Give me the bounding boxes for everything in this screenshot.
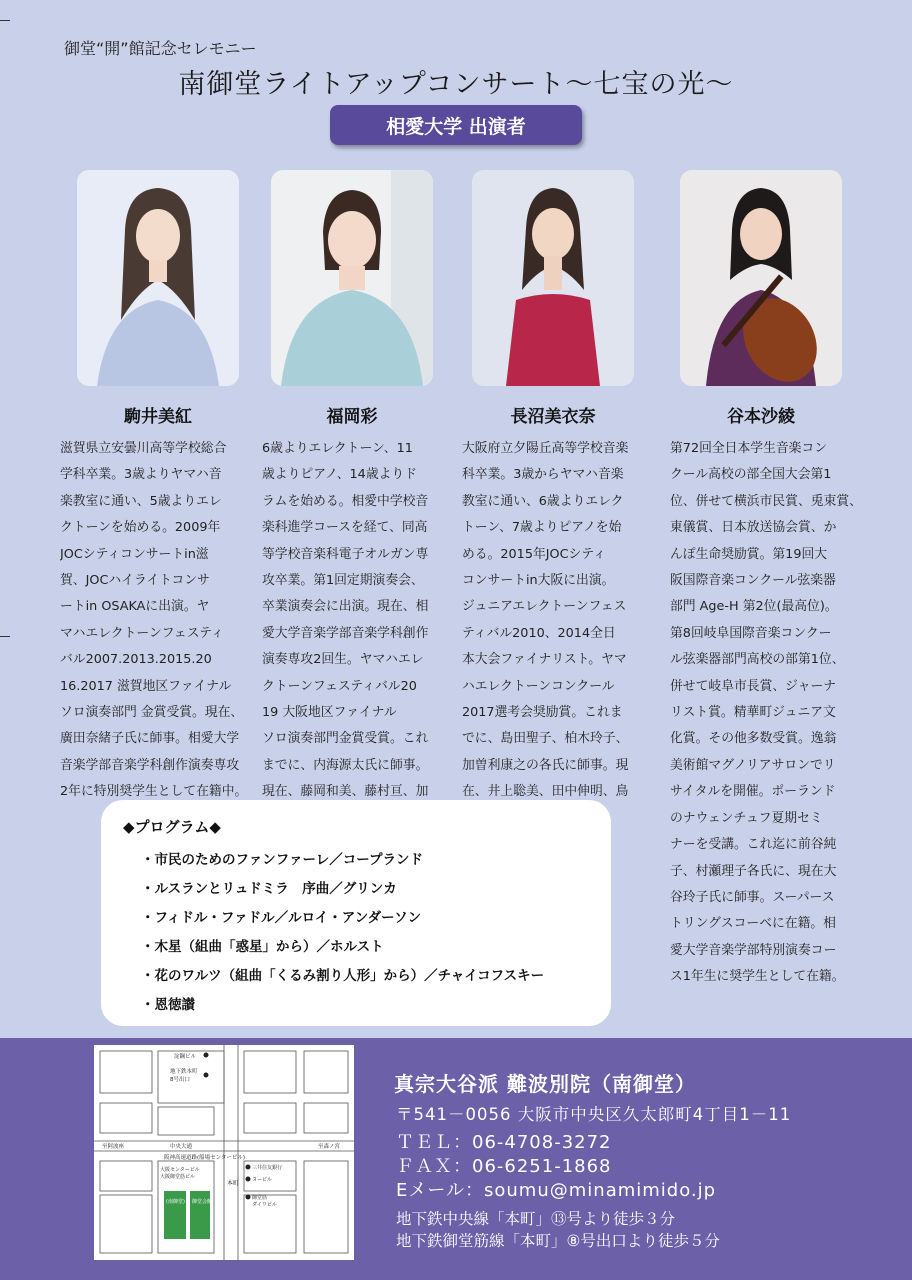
map-label: 御堂筋 — [252, 1195, 268, 1201]
map-label: 至阿波座 — [102, 1144, 125, 1150]
map-marker-icon — [204, 1073, 209, 1078]
map-marker-icon — [246, 1177, 251, 1182]
map-label: ダイワビル — [252, 1202, 277, 1208]
face — [136, 209, 180, 263]
program-box — [101, 800, 611, 1026]
map-label: (南御堂) — [166, 1199, 185, 1205]
program-item: ・恩徳讃 — [141, 997, 195, 1013]
face — [532, 208, 574, 260]
map-label: 8号出口 — [170, 1077, 190, 1083]
performer-bio-2: 6歳よりエレクトーン、11 歳よりピアノ、14歳よりド ラムを始める。相愛中学校音 楽科進学コースを経て、同高 等学校音楽科電子オルガン専 攻卒業。第1回定期演奏会、 卒業演奏会に出演。現在、相 愛大学音楽学部音楽学科創作 演奏専攻2回生。ヤマハエレ クトーンフェスティバル20 19 大阪地区ファイナル ソロ演奏部門金賞受賞。これ までに、内海源太氏に師事。 現在、藤岡和美、藤村亘、加 — [262, 441, 429, 800]
neck — [544, 256, 562, 290]
performer-bio-4: 第72回全日本学生音楽コン クール高校の部全国大会第1 位、併せて横浜市民賞、兎束賞、 東儀賞、日本放送協会賞、か んぽ生命奨励賞。第19回大 阪国際音楽コンクール弦楽器 部門 Age-H 第2位(最高位)。 第8回岐阜国際音楽コンクー ル弦楽器部門高校の部第1位、 併せて岐阜市長賞、ジャーナ リスト賞。精華町ジュニア文 化賞。その他多数受賞。逸翁 美術館マグノリアサロンでリ サイタルを開催。ポーランド のナウェンチュフ夏期セミ ナーを受講。これ迄に前谷純 子、村瀬理子各氏に、現在大 谷玲子氏に師事。スーパース トリングスコーベに在籍。相 愛大学音楽学部特別演奏コー ス1年生に奨学生として在籍。 — [670, 441, 862, 985]
address: 〒541－0056 大阪市中央区久太郎町4丁目1－11 — [396, 1105, 792, 1124]
map-marker-icon — [246, 1195, 251, 1200]
crop-mark — [0, 20, 10, 21]
program-item: ・木星（組曲「惑星」から）／ホルスト — [141, 939, 384, 955]
temple-name: 真宗大谷派 難波別院（南御堂） — [394, 1072, 696, 1096]
map-label: 至森ノ宮 — [318, 1144, 341, 1150]
map-label: 地下鉄本町 — [170, 1069, 198, 1075]
telephone: ＴＥＬ：06-4708-3272 — [396, 1132, 612, 1153]
map-marker-icon — [246, 1165, 251, 1170]
map-marker-icon — [204, 1053, 209, 1058]
event-title: 南御堂ライトアップコンサート～七宝の光～ — [178, 69, 734, 100]
program-item: ・市民のためのファンファーレ／コープランド — [141, 852, 424, 868]
event-subtitle: 御堂“開”館記念セレモニー — [64, 39, 257, 58]
crop-mark — [0, 636, 10, 637]
access-map — [94, 1045, 354, 1260]
access-directions-2: 地下鉄御堂筋線「本町」⑧号出口より徒歩５分 — [396, 1232, 720, 1250]
performers-badge: 相愛大学 出演者 — [330, 105, 582, 145]
program-item: ・フィドル・ファドル／ルロイ・アンダーソン — [141, 910, 422, 926]
performer-photo-2 — [271, 170, 433, 386]
performer-name-3: 長沼美衣奈 — [510, 407, 596, 427]
map-label: 阪神高速道路(船場センタービル) — [164, 1155, 246, 1161]
map-label: 御堂会館 — [192, 1199, 213, 1205]
neck — [149, 260, 167, 282]
performer-name-2: 福岡彩 — [326, 407, 378, 427]
map-label: 三井住友銀行 — [252, 1165, 283, 1171]
performer-photo-1 — [77, 170, 239, 386]
program-item: ・ルスランとリュドミラ 序曲／グリンカ — [141, 881, 397, 897]
neck — [339, 266, 365, 290]
email[interactable]: Eメール：soumu@minamimido.jp — [396, 1180, 717, 1201]
performer-bio-1: 滋賀県立安曇川高等学校総合 学科卒業。3歳よりヤマハ音 楽教室に通い、5歳よりエレ クトーンを始める。2009年 JOCシティコンサートin滋 賀、JOCハイライトコンサ ートin OSAKAに出演。ヤ マハエレクトーンフェスティ バル2007.2013.2015.20 16.2017 滋賀地区ファイナル ソロ演奏部門 金賞受賞。現在、 廣田奈緒子氏に師事。相愛大学 音楽学部音楽学科創作演奏専攻 2年に特別奨学生として在籍中。 — [60, 441, 248, 800]
performer-name-4: 谷本沙綾 — [727, 407, 795, 427]
performer-photo-4 — [680, 170, 842, 386]
map-label: ヌービル — [252, 1177, 273, 1183]
dress — [506, 294, 600, 386]
access-directions-1: 地下鉄中央線「本町」⑬号より徒歩３分 — [396, 1210, 676, 1228]
map-label: 本町 — [227, 1180, 240, 1187]
program-item: ・花のワルツ（組曲「くるみ割り人形」から）／チャイコフスキー — [141, 968, 545, 984]
map-label: 中央大通 — [170, 1144, 193, 1150]
performer-bio-3: 大阪府立夕陽丘高等学校音楽 科卒業。3歳からヤマハ音楽 教室に通い、6歳よりエレク トーン、7歳よりピアノを始 める。2015年JOCシティ コンサートin大阪に出演。 ジュニアエレクトーンフェス ティバル2010、2014全日 本大会ファイナリスト。ヤマ ハエレクトーンコンクール 2017選考会奨励賞。これま でに、島田聖子、柏木玲子、 加曽利康之の各氏に師事。現 在、井上聡美、田中伸明、鳥 — [462, 441, 629, 800]
map-label: 大阪御堂筋ビル — [160, 1174, 196, 1180]
performer-name-1: 駒井美紅 — [124, 407, 192, 427]
face — [740, 208, 782, 260]
map-label: 淀鋼ビル — [174, 1054, 197, 1060]
fax: ＦＡＸ：06-6251-1868 — [396, 1156, 612, 1177]
program-heading: ◆プログラム◆ — [123, 818, 221, 836]
map-label: 大阪センタービル — [160, 1167, 200, 1173]
performer-photo-3 — [472, 170, 634, 386]
face — [328, 211, 376, 269]
